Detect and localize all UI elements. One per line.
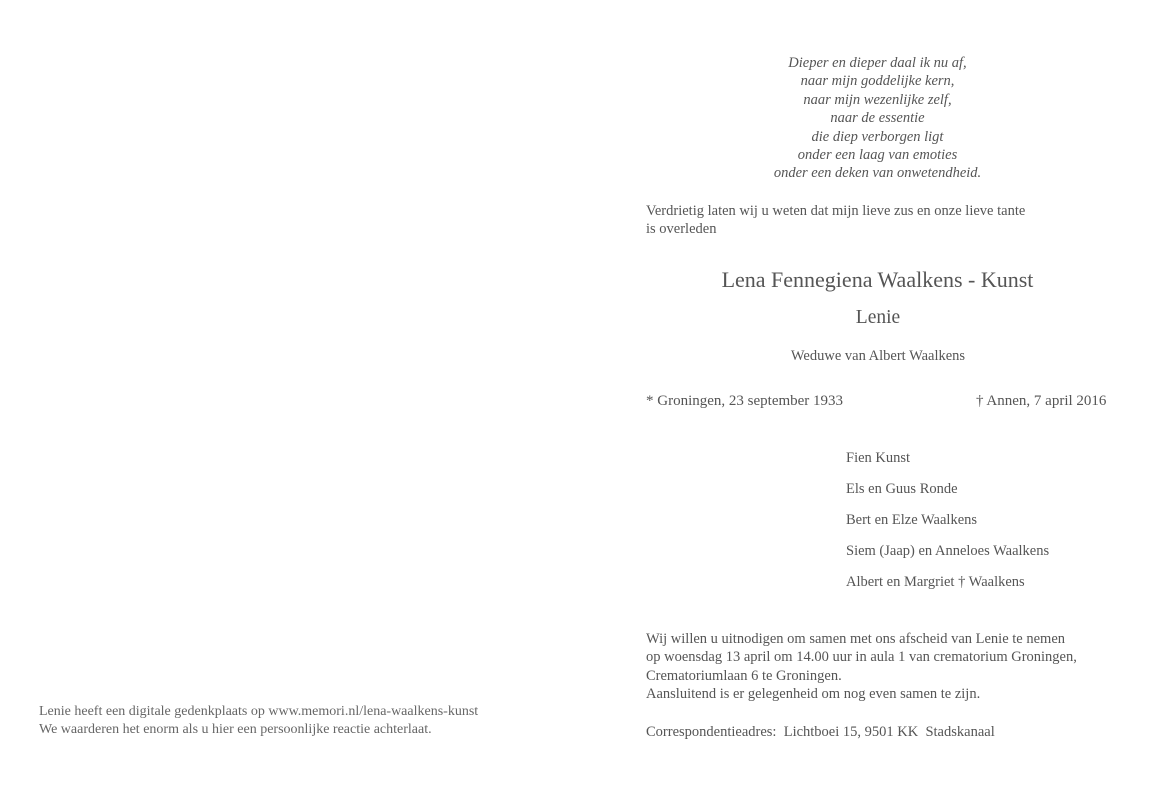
poem-line: die diep verborgen ligt bbox=[811, 128, 944, 145]
intro-line: is overleden bbox=[646, 221, 717, 237]
death-date: † Annen, 7 april 2016 bbox=[976, 393, 1107, 409]
family-member: Albert en Margriet † Waalkens bbox=[846, 574, 1025, 590]
invitation-line: Aansluitend is er gelegenheid om nog even samen te zijn. bbox=[646, 685, 981, 702]
announcement-intro bbox=[646, 202, 1025, 238]
poem-line: naar mijn wezenlijke zelf, bbox=[803, 91, 952, 108]
birth-date: * Groningen, 23 september 1933 bbox=[646, 393, 844, 409]
poem-line: Dieper en dieper daal ik nu af, bbox=[788, 55, 967, 71]
deceased-nickname: Lenie bbox=[855, 307, 901, 328]
widow-of: Weduwe van Albert Waalkens bbox=[790, 348, 966, 364]
intro-line: Verdrietig laten wij u weten dat mijn lieve zus en onze lieve tante bbox=[646, 203, 1026, 219]
family-member: Els en Guus Ronde bbox=[846, 481, 958, 497]
poem-line: onder een deken van onwetendheid. bbox=[773, 165, 982, 182]
poem bbox=[740, 54, 1015, 183]
memorial-note bbox=[39, 703, 478, 739]
memorial-note-line-2: We waarderen het enorm als u hier een persoonlijke reactie achterlaat. bbox=[39, 722, 432, 737]
family-list bbox=[846, 449, 1049, 604]
invitation-line: Crematoriumlaan 6 te Groningen. bbox=[646, 667, 842, 684]
deceased-full-name: Lena Fennegiena Waalkens - Kunst bbox=[721, 267, 1034, 292]
family-member: Bert en Elze Waalkens bbox=[846, 512, 978, 528]
family-member: Fien Kunst bbox=[846, 450, 911, 466]
invitation-line: op woensdag 13 april om 14.00 uur in aula 1 van crematorium Groningen, bbox=[646, 649, 1077, 666]
invitation bbox=[646, 630, 1077, 703]
memorial-note-line-1: Lenie heeft een digitale gedenkplaats op www.memori.nl/lena-waalkens-kunst bbox=[39, 704, 479, 719]
poem-line: naar de essentie bbox=[830, 110, 925, 127]
poem-line: naar mijn goddelijke kern, bbox=[800, 73, 955, 90]
family-member: Siem (Jaap) en Anneloes Waalkens bbox=[846, 543, 1050, 559]
invitation-line: Wij willen u uitnodigen om samen met ons afscheid van Lenie te nemen bbox=[646, 631, 1065, 647]
correspondence-address: Correspondentieadres: Lichtboei 15, 9501 KK Stadskanaal bbox=[646, 724, 995, 740]
poem-line: onder een laag van emoties bbox=[797, 147, 958, 164]
